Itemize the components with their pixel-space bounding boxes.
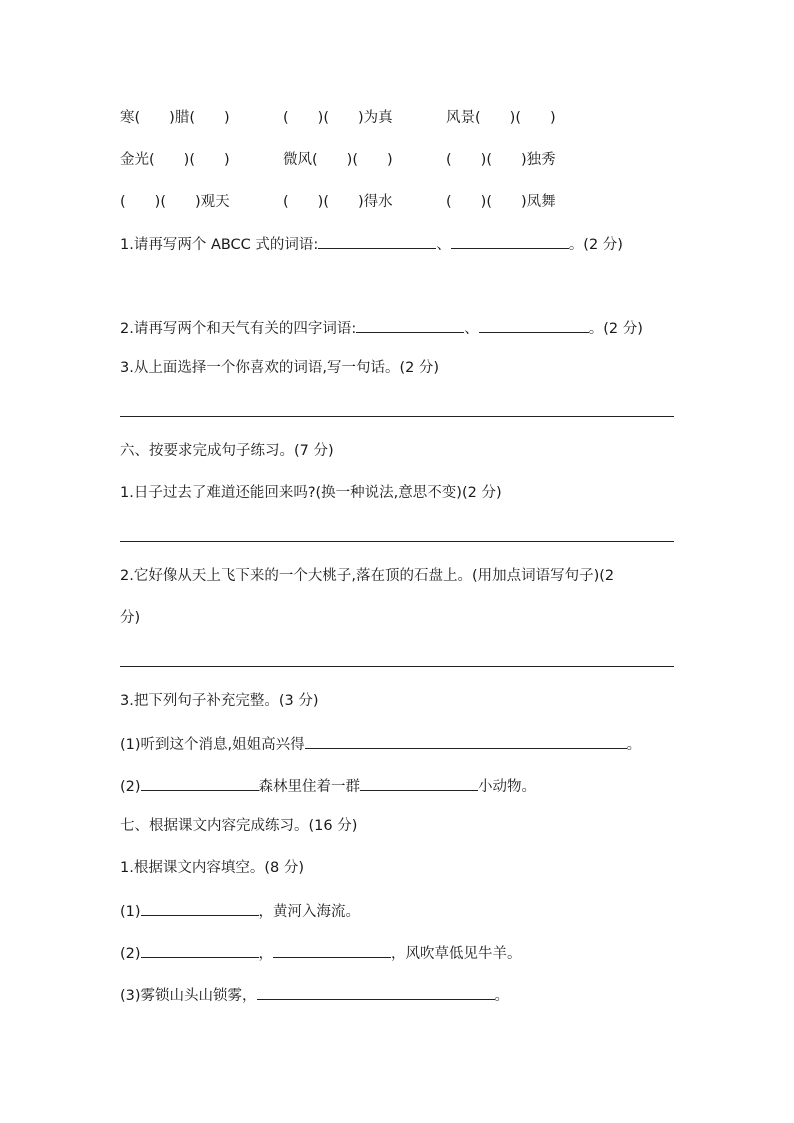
question-weather-idioms xyxy=(120,317,643,339)
item-number: (2) xyxy=(120,779,141,795)
poem-line-2 xyxy=(120,942,522,964)
answer-blank[interactable] xyxy=(141,942,259,958)
punctuation: 。 xyxy=(494,988,510,1004)
poem-text: (3)雾锁山头山锁雾， xyxy=(120,988,257,1004)
answer-line[interactable] xyxy=(120,666,674,667)
idiom-2-2: 微风( )( ) xyxy=(283,152,393,168)
idiom-2-1: 金光( )( ) xyxy=(120,152,230,168)
item-number: (2) xyxy=(120,946,141,962)
answer-blank[interactable] xyxy=(257,984,495,1000)
poem-line-3 xyxy=(120,984,509,1006)
separator: 、 xyxy=(464,321,479,337)
score: 。(2 分) xyxy=(588,321,643,337)
question-text: 小动物。 xyxy=(478,779,537,795)
idiom-3-1: ( )( )观天 xyxy=(120,194,230,210)
idiom-3-3: ( )( )凤舞 xyxy=(446,194,556,210)
section-7-title: 七、根据课文内容完成练习。(16 分) xyxy=(120,818,358,834)
separator: 、 xyxy=(436,237,451,253)
poem-line-1 xyxy=(120,900,360,922)
question-text: (1)听到这个消息,姐姐高兴得 xyxy=(120,737,305,753)
question-write-sentence: 3.从上面选择一个你喜欢的词语,写一句话。(2 分) xyxy=(120,360,440,376)
question-abcc xyxy=(120,233,623,255)
poem-text: ，风吹草低见牛羊。 xyxy=(391,946,522,962)
section-6-q2-cont: 分) xyxy=(120,610,141,626)
section-6-title: 六、按要求完成句子练习。(7 分) xyxy=(120,443,334,459)
question-text: 1.请再写两个 ABCC 式的词语: xyxy=(120,237,319,253)
separator: ， xyxy=(258,946,274,962)
idiom-3-2: ( )( )得水 xyxy=(283,194,393,210)
idiom-1-3: 风景( )( ) xyxy=(446,110,556,126)
answer-line[interactable] xyxy=(120,541,674,542)
idiom-2-3: ( )( )独秀 xyxy=(446,152,556,168)
idiom-1-2: ( )( )为真 xyxy=(283,110,393,126)
score: 。(2 分) xyxy=(568,237,623,253)
answer-blank[interactable] xyxy=(318,233,436,249)
answer-blank[interactable] xyxy=(479,317,589,333)
answer-blank[interactable] xyxy=(273,942,391,958)
section-6-q3: 3.把下列句子补充完整。(3 分) xyxy=(120,693,319,709)
idiom-1-1: 寒( )腊( ) xyxy=(120,110,230,126)
answer-blank[interactable] xyxy=(141,900,259,916)
section-6-q1: 1.日子过去了难道还能回来吗?(换一种说法,意思不变)(2 分) xyxy=(120,485,502,501)
answer-blank[interactable] xyxy=(356,317,464,333)
answer-blank[interactable] xyxy=(305,733,627,749)
poem-text: ，黄河入海流。 xyxy=(258,904,361,920)
section-7-q1: 1.根据课文内容填空。(8 分) xyxy=(120,860,304,876)
question-text: 森林里住着一群 xyxy=(258,779,361,795)
section-6-q3-1 xyxy=(120,733,641,755)
question-text: 2.请再写两个和天气有关的四字词语: xyxy=(120,321,357,337)
answer-blank[interactable] xyxy=(360,775,478,791)
section-6-q2: 2.它好像从天上飞下来的一个大桃子,落在顶的石盘上。(用加点词语写句子)(2 xyxy=(120,568,615,584)
answer-blank[interactable] xyxy=(141,775,259,791)
answer-line[interactable] xyxy=(120,416,674,417)
section-6-q3-2 xyxy=(120,775,536,797)
item-number: (1) xyxy=(120,904,141,920)
answer-blank[interactable] xyxy=(451,233,569,249)
punctuation: 。 xyxy=(626,737,642,753)
